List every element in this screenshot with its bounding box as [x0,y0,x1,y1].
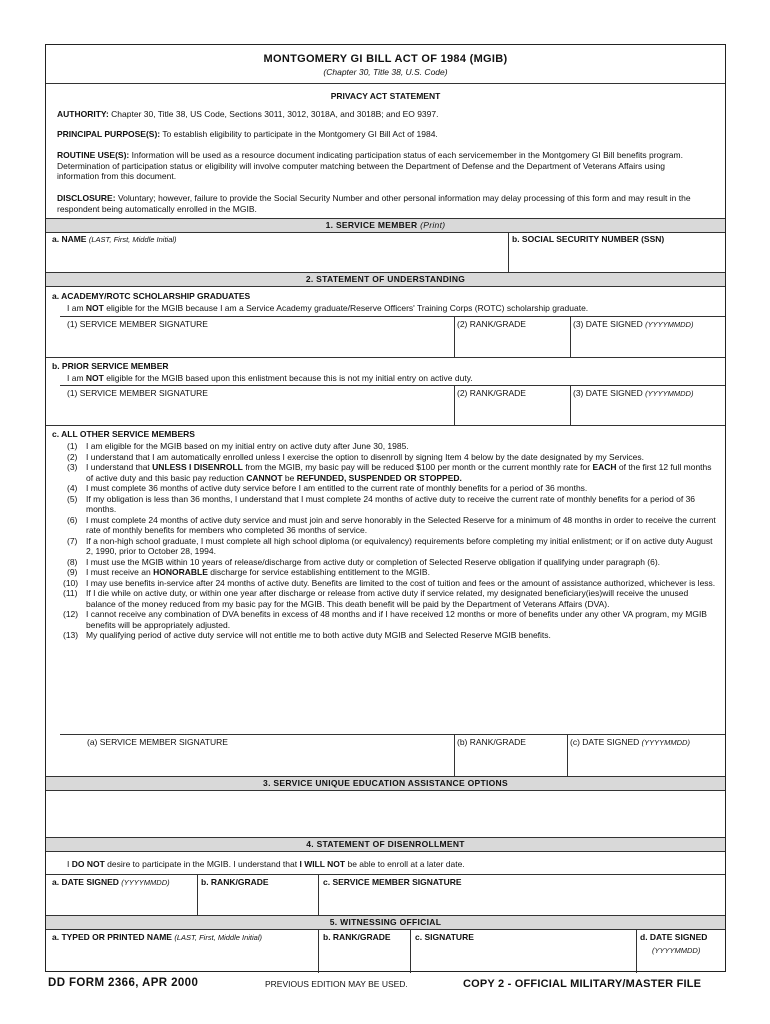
purpose-statement [57,129,717,140]
item-bold: EACH [592,462,617,472]
ssn-field[interactable] [512,245,722,271]
prior-rank-label: (2) RANK/GRADE [457,388,526,398]
disenroll-text: desire to participate in the MGIB. I understand that [104,859,300,869]
section-2-heading: 2. STATEMENT OF UNDERSTANDING [46,272,725,287]
all-other-heading: c. ALL OTHER SERVICE MEMBERS [52,429,195,439]
item-bold: CANNOT [246,472,283,483]
section-1-title: 1. SERVICE MEMBER [325,220,418,230]
academy-rank-field[interactable] [457,331,567,353]
purpose-text: To establish eligibility to participate in the Montgomery GI Bill Act of 1984. [162,129,438,139]
witness-name-text: a. TYPED OR PRINTED NAME [52,932,172,942]
all-other-signature-field[interactable] [62,749,452,773]
item-number: (3) [67,462,78,472]
form-number: DD FORM 2366, APR 2000 [48,977,199,989]
item-text: My qualifying period of active duty service will not entitle me to both active duty MGIB and Selected Reserve MGIB benefits. [86,630,551,640]
list-item [52,515,718,536]
prior-signature-label: (1) SERVICE MEMBER SIGNATURE [67,388,208,398]
item-text: I must complete 24 months of active duty service and must join and serve honorably in the Selected Reserve for a minimum of 48 months in order to receive the current rate of monthly benefits for members who completed 36 months of service. [86,514,716,535]
item-number: (12) [63,609,79,619]
disclosure-text: Voluntary; however, failure to provide the Social Security Number and other personal information may delay processing of this form and may result in the respondent being automatically enrolled in the MGIB. [57,193,691,214]
item-number: (11) [63,588,78,598]
ssn-label: b. SOCIAL SECURITY NUMBER (SSN) [512,234,665,244]
witness-rank-field[interactable] [323,944,407,970]
list-item [52,567,718,578]
section-3-heading: 3. SERVICE UNIQUE EDUCATION ASSISTANCE OPTIONS [46,776,725,791]
list-item [52,609,718,630]
witness-signature-field[interactable] [415,944,633,970]
disenroll-bold: I WILL NOT [299,859,346,869]
academy-date-note: (YYYYMMDD) [645,320,694,329]
item-text: I must complete 36 months of active duty service before I am entitled to the current rate of monthly benefits for a period of 36 months. [86,483,588,493]
routine-text: Information will be used as a resource document indicating participation status of each servicemember in the Montgomery GI Bill benefits program. Determination of participation status or eligibility will involve computer matching between the Department of Defense and the Department of Veterans Affairs using information from this document. [57,150,683,181]
academy-post: eligible for the MGIB because I am a Service Academy graduate/Reserve Officers' Training Corps (ROTC) scholarship graduate. [103,303,589,313]
all-other-date-label [570,737,690,748]
item-text: be [282,472,297,483]
item-text: I am eligible for the MGIB based on my initial entry on active duty after June 30, 1985. [86,441,409,451]
witness-date-format: (YYYYMMDD) [652,946,701,955]
list-item [52,557,718,568]
disenroll-rank-field[interactable] [201,889,316,913]
prior-not: NOT [85,373,104,383]
list-item [52,441,718,452]
academy-not: NOT [85,303,104,313]
disenroll-bold: DO NOT [71,859,105,869]
prior-date-note: (YYYYMMDD) [645,389,694,398]
education-options-field[interactable] [50,793,722,835]
all-other-date-field[interactable] [570,749,720,773]
disenroll-rank-label: b. RANK/GRADE [201,877,269,887]
name-label-note: (LAST, First, Middle Initial) [88,235,177,244]
academy-rank-label: (2) RANK/GRADE [457,319,526,329]
previous-edition-note: PREVIOUS EDITION MAY BE USED. [265,979,408,989]
routine-label: ROUTINE USE(S): [57,150,130,160]
authority-statement [57,109,717,120]
prior-date-field[interactable] [573,400,721,422]
item-number: (13) [63,630,79,640]
witness-date-label: d. DATE SIGNED [640,932,708,942]
witness-rank-label: b. RANK/GRADE [323,932,391,942]
item-number: (10) [63,577,79,588]
understanding-list [52,441,718,641]
disenroll-signature-label: c. SERVICE MEMBER SIGNATURE [323,877,462,887]
form-subtitle: (Chapter 30, Title 38, U.S. Code) [323,67,448,77]
copy-designation: COPY 2 - OFFICIAL MILITARY/MASTER FILE [463,978,702,990]
witness-date-note [652,945,700,956]
name-label-text: a. NAME [52,234,87,244]
item-number: (1) [67,441,78,451]
list-item [52,483,718,494]
disenroll-signature-field[interactable] [323,889,721,913]
academy-date-label [573,319,693,330]
prior-service-heading: b. PRIOR SERVICE MEMBER [52,361,169,371]
item-text: I must receive an [86,567,154,577]
item-text: of the first 12 full months of active duty and this basic pay reduction [86,462,712,483]
disenroll-text: I [67,859,72,869]
item-bold: REFUNDED, SUSPENDED OR STOPPED. [296,472,462,483]
academy-signature-field[interactable] [62,331,452,353]
section-4-heading: 4. STATEMENT OF DISENROLLMENT [46,837,725,852]
item-text: If my obligation is less than 36 months, I understand that I must complete 24 months of active duty to receive the current rate of monthly benefits for a period of 36 months. [86,493,696,514]
academy-statement [67,303,719,314]
list-item [52,536,718,557]
dd-form-2366 [45,44,726,972]
item-bold: HONORABLE [153,567,208,577]
item-number: (7) [67,535,78,546]
item-bold: UNLESS I DISENROLL [152,462,243,472]
all-other-signature-label: (a) SERVICE MEMBER SIGNATURE [87,737,228,747]
academy-signature-label: (1) SERVICE MEMBER SIGNATURE [67,319,208,329]
witness-name-note: (LAST, First, Middle Initial) [174,933,263,942]
disenroll-date-label [52,877,170,888]
all-other-date-text: (c) DATE SIGNED [570,737,640,747]
list-item [52,452,718,463]
list-item [52,494,718,515]
form-title: MONTGOMERY GI BILL ACT OF 1984 (MGIB) [263,53,508,65]
item-text: I may use benefits in-service after 24 months of active duty. Benefits are limited to the cost of tuition and fees or the amount of assistance authorized, whichever is less. [86,577,716,588]
prior-signature-field[interactable] [62,400,452,422]
item-number: (9) [67,567,78,577]
routine-statement [57,150,705,182]
prior-service-statement [67,373,719,384]
section-1-heading [46,218,725,233]
academy-heading: a. ACADEMY/ROTC SCHOLARSHIP GRADUATES [52,291,251,301]
item-text: I understand that [86,462,153,472]
academy-date-text: (3) DATE SIGNED [573,319,643,329]
list-item [52,462,718,483]
all-other-rank-field[interactable] [457,749,567,773]
disenroll-date-note: (YYYYMMDD) [121,878,170,887]
item-text: I understand that I am automatically enrolled unless I exercise the option to disenroll by signing Item 4 below by the date designated by my Services. [86,451,645,462]
item-text: If a non-high school graduate, I must complete all high school diploma (or equivalency) requirements before completing my initial enlistment; or if on active duty August 2, 1990, prior to October 28, 1994. [86,535,713,556]
disenroll-text: be able to enroll at a later date. [345,859,465,869]
purpose-label: PRINCIPAL PURPOSE(S): [57,129,161,139]
item-number: (6) [67,514,78,525]
academy-pre: I am [67,303,86,313]
all-other-date-note: (YYYYMMDD) [641,738,690,747]
prior-date-text: (3) DATE SIGNED [573,388,643,398]
list-item [52,588,718,609]
disenroll-date-text: a. DATE SIGNED [52,877,119,887]
witness-date-field[interactable] [640,956,722,970]
witness-name-label [52,932,262,943]
privacy-heading: PRIVACY ACT STATEMENT [330,91,441,101]
prior-pre: I am [67,373,86,383]
item-text: I must use the MGIB within 10 years of release/discharge from active duty or completion of Selected Reserve obligation if qualifying under paragraph (6). [86,556,661,567]
disenroll-date-field[interactable] [50,889,195,913]
item-text: discharge for service establishing entitlement to the MGIB. [207,567,430,577]
item-text: from the MGIB, my basic pay will be reduced $100 per month or the current monthly rate for [242,462,593,472]
disclosure-label: DISCLOSURE: [57,193,116,203]
disenrollment-statement [67,859,465,870]
prior-rank-field[interactable] [457,400,567,422]
all-other-rank-label: (b) RANK/GRADE [457,737,526,747]
section-1-note: (Print) [420,220,446,230]
item-number: (2) [67,451,78,462]
item-number: (5) [67,493,78,504]
item-number: (4) [67,483,78,493]
list-item [52,578,718,589]
list-item [52,630,718,641]
item-text: I cannot receive any combination of DVA benefits in excess of 48 months and if I have received 12 months or more of benefits under any other VA program, my MGIB benefits will be appropriately adjusted. [86,609,707,630]
authority-label: AUTHORITY: [57,109,109,119]
name-field[interactable] [50,245,506,271]
authority-text: Chapter 30, Title 38, US Code, Sections 3011, 3012, 3018A, and 3018B; and EO 9397. [111,109,439,119]
academy-date-field[interactable] [573,331,721,353]
prior-post: eligible for the MGIB based upon this enlistment because this is not my initial entry on active duty. [103,373,473,383]
disclosure-statement [57,193,705,214]
prior-date-label [573,388,693,399]
item-text: If I die while on active duty, or within one year after discharge or release from active duty if service related, my designated beneficiary(ies)will receive the unused balance of the money reduced from my basic pay for the MGIB. This death benefit will be paid by the Department of Veterans Affairs (DVA). [86,588,689,609]
witness-name-field[interactable] [50,944,314,970]
name-label [52,234,177,245]
witness-signature-label: c. SIGNATURE [415,932,474,942]
item-number: (8) [67,556,78,567]
section-5-heading: 5. WITNESSING OFFICIAL [46,915,725,930]
